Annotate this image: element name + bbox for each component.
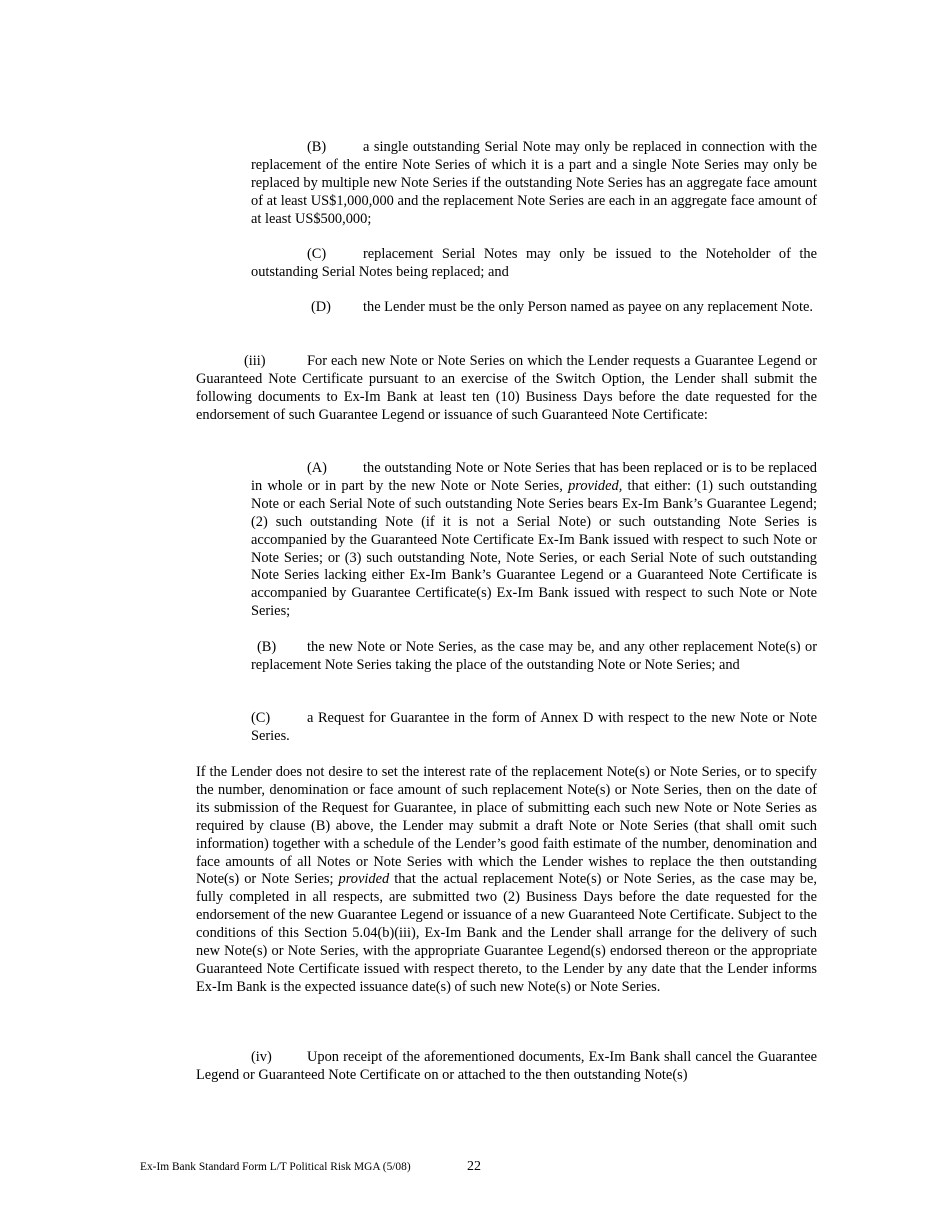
- paragraph-lender-interest-rate: [196, 764, 817, 997]
- paragraph-iii-documents: [196, 353, 817, 425]
- clause-label: (B): [307, 139, 327, 155]
- paragraph-a-outstanding-note: [251, 460, 817, 621]
- clause-text-continued: that either: (1) such outstanding Note or each Serial Note of such outstanding Note Series bears Ex-Im Bank’s Guarantee Legend; (2) such outstanding Note (if it is not a Serial Note) or such outstanding Note Series is accompanied by the Guaranteed Note Certificate Ex-Im Bank issued with respect to such Note or Note Series; or (3) such outstanding Note, Note Series, or each Serial Note of such outstanding Note Series lacking either Ex-Im Bank’s Guarantee Legend or a Guaranteed Note Certificate is accompanied by Guarantee Certificate(s) Ex-Im Bank issued with respect to such Note or Note Series;: [251, 477, 817, 620]
- clause-label: (C): [307, 246, 327, 262]
- clause-text: the outstanding Note or Note Series that has been replaced or is to be replaced in whole or in part by the new Note or Note Series,: [251, 460, 817, 494]
- clause-text: Upon receipt of the aforementioned documents, Ex-Im Bank shall cancel the Guarantee Legend or Guaranteed Note Certificate on or attached to the then outstanding Note(s): [196, 1049, 817, 1083]
- body-text-continued: that the actual replacement Note(s) or Note Series, as the case may be, fully completed in all respects, are submitted two (2) Business Days before the date requested for the endorsement of the new Guarantee Legend or issuance of a new Guaranteed Note Certificate. Subject to the conditions of this Section 5.04(b)(iii), Ex-Im Bank and the Lender shall arrange for the delivery of such new Note(s) or Note Series, with the appropriate Guarantee Legend(s) endorsed thereon or the appropriate Guaranteed Note Certificate issued with respect thereto, to the Lender by any date that the Lender informs Ex-Im Bank is the expected issuance date(s) of such new Note(s) or Note Series.: [196, 871, 817, 995]
- paragraph-iv-cancel: [196, 1049, 817, 1085]
- paragraph-c-replacement-serial: [251, 246, 817, 282]
- clause-text: replacement Serial Notes may only be issued to the Noteholder of the outstanding Serial Notes being replaced; and: [251, 246, 817, 280]
- clause-text: the new Note or Note Series, as the case may be, and any other replacement Note(s) or replacement Note Series taking the place of the outstanding Note or Note Series; and: [251, 639, 817, 673]
- paragraph-d-payee: [251, 299, 817, 317]
- paragraph-c-request-guarantee: [251, 710, 817, 746]
- clause-text: a single outstanding Serial Note may only be replaced in connection with the replacement of the entire Note Series of which it is a part and a single Note Series may only be replaced by multiple new Note Series if the outstanding Note Series has an aggregate face amount of at least US$1,000,000 and the replacement Note Series are each in an aggregate face amount of at least US$500,000;: [251, 139, 817, 227]
- clause-text: For each new Note or Note Series on which the Lender requests a Guarantee Legend or Guaranteed Note Certificate pursuant to an exercise of the Switch Option, the Lender shall submit the following documents to Ex-Im Bank at least ten (10) Business Days before the date requested for the endorsement of such Guarantee Legend or issuance of such Guaranteed Note Certificate:: [196, 353, 817, 423]
- clause-label: (iii): [244, 353, 266, 369]
- footer-form-name: Ex-Im Bank Standard Form L/T Political Risk MGA (5/08): [140, 1161, 411, 1173]
- provided-emphasis: provided,: [568, 477, 623, 494]
- clause-label: (B): [257, 639, 277, 655]
- clause-label: (D): [311, 299, 331, 315]
- clause-label: (iv): [251, 1049, 272, 1065]
- provided-emphasis: provided: [338, 871, 390, 888]
- paragraph-b-new-note: [251, 639, 817, 675]
- paragraph-b-serial-note: [251, 139, 817, 229]
- clause-text: the Lender must be the only Person named as payee on any replacement Note.: [363, 299, 813, 315]
- clause-label: (A): [307, 460, 327, 476]
- clause-label: (C): [251, 710, 271, 726]
- clause-text: a Request for Guarantee in the form of Annex D with respect to the new Note or Note Series.: [251, 710, 817, 744]
- body-text: If the Lender does not desire to set the interest rate of the replacement Note(s) or Note Series, or to specify the number, denomination or face amount of such replacement Note(s) or Note Series, then on the date of its submission of the Request for Guarantee, in place of submitting each such new Note or Note Series as required by clause (B) above, the Lender may submit a draft Note or Note Series (that shall omit such information) together with a schedule of the Lender’s good faith estimate of the number, denomination and face amounts of all Notes or Note Series with which the Lender wishes to replace the then outstanding Note(s) or Note Series;: [196, 764, 817, 888]
- page-number: 22: [467, 1159, 481, 1174]
